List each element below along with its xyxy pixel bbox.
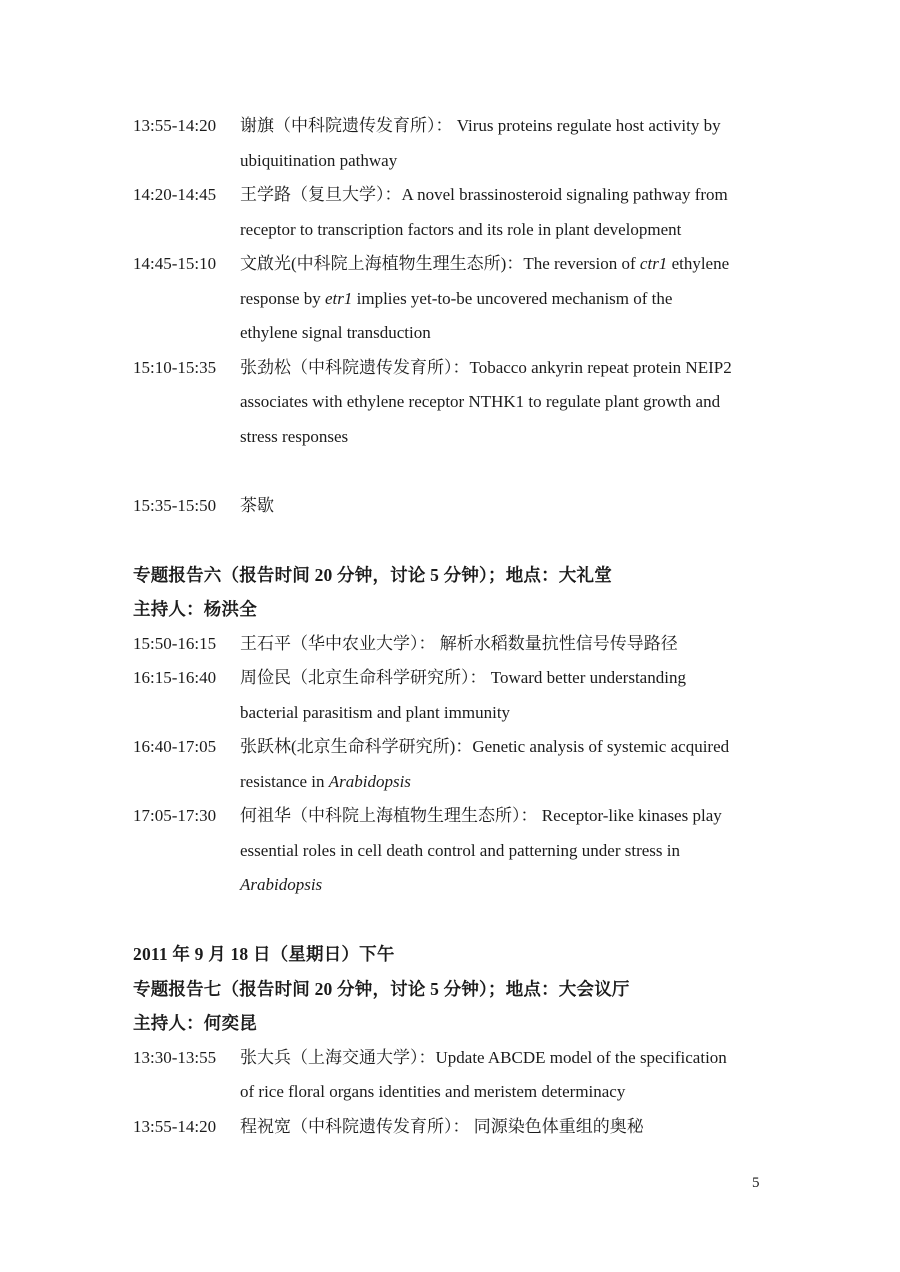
talk-text-line (240, 799, 833, 834)
spacer (133, 454, 833, 489)
text-segment: response by (240, 288, 325, 308)
talk-text-line (240, 661, 833, 696)
talk-text-line (240, 351, 833, 386)
talk-text-line (240, 1075, 833, 1110)
talk-text-line (240, 1110, 833, 1145)
schedule-row (133, 489, 833, 524)
schedule-row (133, 1110, 833, 1145)
talk-entry (240, 1041, 833, 1110)
talk-text-line (240, 420, 833, 455)
text-segment: stress responses (240, 426, 349, 446)
spacer (133, 903, 833, 938)
time-slot: 15:35-15:50 (133, 495, 217, 515)
text-segment: resistance in (240, 771, 329, 791)
text-segment: 谢旗（中科院遗传发育所）： Virus proteins regulate host activity by (240, 116, 721, 135)
schedule-row (133, 247, 833, 351)
italic-term: etr1 (324, 288, 353, 308)
text-segment: of rice floral organs identities and meristem determinacy (240, 1082, 626, 1101)
talk-entry (240, 247, 833, 351)
section-heading: 专题报告七（报告时间 20 分钟，讨论 5 分钟）；地点：大会议厅 (133, 978, 630, 999)
schedule-row (133, 627, 833, 662)
talk-entry (240, 627, 833, 662)
text-segment: receptor to transcription factors and its role in plant development (240, 219, 682, 239)
talk-text-line (240, 1041, 833, 1076)
time-slot: 13:55-14:20 (133, 116, 217, 135)
time-slot: 17:05-17:30 (133, 806, 217, 825)
spacer (133, 523, 833, 558)
talk-text-line (240, 730, 833, 765)
talk-text-line (240, 627, 833, 662)
text-segment: 王学路（复旦大学）：A novel brassinosteroid signaling pathway from (240, 185, 728, 204)
time-slot: 14:45-15:10 (133, 254, 217, 273)
talk-text-line (240, 178, 833, 213)
talk-entry (240, 1110, 833, 1145)
time-slot: 13:30-13:55 (133, 1047, 217, 1067)
time-slot: 16:15-16:40 (133, 668, 217, 687)
text-segment: ubiquitination pathway (240, 150, 398, 170)
talk-entry (240, 661, 833, 730)
talk-text-line (240, 765, 833, 800)
talk-entry (240, 178, 833, 247)
text-segment: 张大兵（上海交通大学）：Update ABCDE model of the specification (240, 1047, 727, 1067)
text-segment: 何祖华（中科院上海植物生理生态所）： Receptor-like kinases play (240, 806, 722, 825)
schedule-row (133, 799, 833, 903)
time-slot: 15:10-15:35 (133, 357, 217, 377)
text-segment: bacterial parasitism and plant immunity (240, 702, 511, 722)
talk-entry (240, 799, 833, 903)
talk-text-line (240, 316, 833, 351)
schedule-row (133, 730, 833, 799)
italic-term: Arabidopsis (240, 875, 323, 894)
session-chair: 主持人：何奕昆 (133, 1013, 257, 1033)
text-segment: essential roles in cell death control and patterning under stress in (240, 840, 680, 860)
text-segment: 周俭民（北京生命科学研究所）： Toward better understanding (240, 668, 686, 687)
text-segment: 茶歇 (240, 495, 274, 515)
talk-text-line (240, 282, 833, 317)
text-segment: ethylene (667, 254, 730, 273)
text-segment: 张劲松（中科院遗传发育所）：Tobacco ankyrin repeat protein NEIP2 (240, 357, 732, 377)
text-segment: associates with ethylene receptor NTHK1 to regulate plant growth and (240, 392, 721, 411)
talk-text-line (240, 489, 833, 524)
text-segment: 程祝宽（中科院遗传发育所）： 同源染色体重组的奥秘 (240, 1116, 644, 1136)
time-slot: 13:55-14:20 (133, 1116, 217, 1136)
text-segment: ethylene signal transduction (240, 323, 431, 342)
talk-text-line (240, 385, 833, 420)
time-slot: 14:20-14:45 (133, 185, 217, 204)
page-number: 5 (752, 1175, 760, 1191)
text-segment: implies yet-to-be uncovered mechanism of the (352, 288, 673, 308)
talk-entry (240, 109, 833, 178)
talk-text-line (240, 109, 833, 144)
talk-text-line (240, 696, 833, 731)
schedule-row (133, 661, 833, 730)
section-heading: 专题报告六（报告时间 20 分钟，讨论 5 分钟）；地点：大礼堂 (133, 564, 612, 585)
schedule-row (133, 1041, 833, 1110)
italic-term: Arabidopsis (328, 771, 411, 791)
date-heading: 2011 年 9 月 18 日（星期日）下午 (133, 944, 395, 964)
document-body (133, 109, 833, 1144)
session-chair: 主持人：杨洪全 (133, 599, 257, 619)
talk-entry (240, 489, 833, 524)
text-segment: 文啟光(中科院上海植物生理生态所)：The reversion of (240, 254, 640, 273)
talk-text-line (240, 868, 833, 903)
talk-text-line (240, 834, 833, 869)
time-slot: 16:40-17:05 (133, 737, 217, 756)
schedule-row (133, 351, 833, 455)
talk-entry (240, 730, 833, 799)
italic-term: ctr1 (639, 254, 668, 273)
schedule-row (133, 109, 833, 178)
text-segment: 张跃林(北京生命科学研究所)：Genetic analysis of systemic acquired (240, 737, 730, 756)
talk-text-line (240, 247, 833, 282)
schedule-row (133, 178, 833, 247)
text-segment: 王石平（华中农业大学）： 解析水稻数量抗性信号传导路径 (240, 633, 678, 653)
talk-text-line (240, 144, 833, 179)
talk-entry (240, 351, 833, 455)
time-slot: 15:50-16:15 (133, 633, 217, 653)
talk-text-line (240, 213, 833, 248)
